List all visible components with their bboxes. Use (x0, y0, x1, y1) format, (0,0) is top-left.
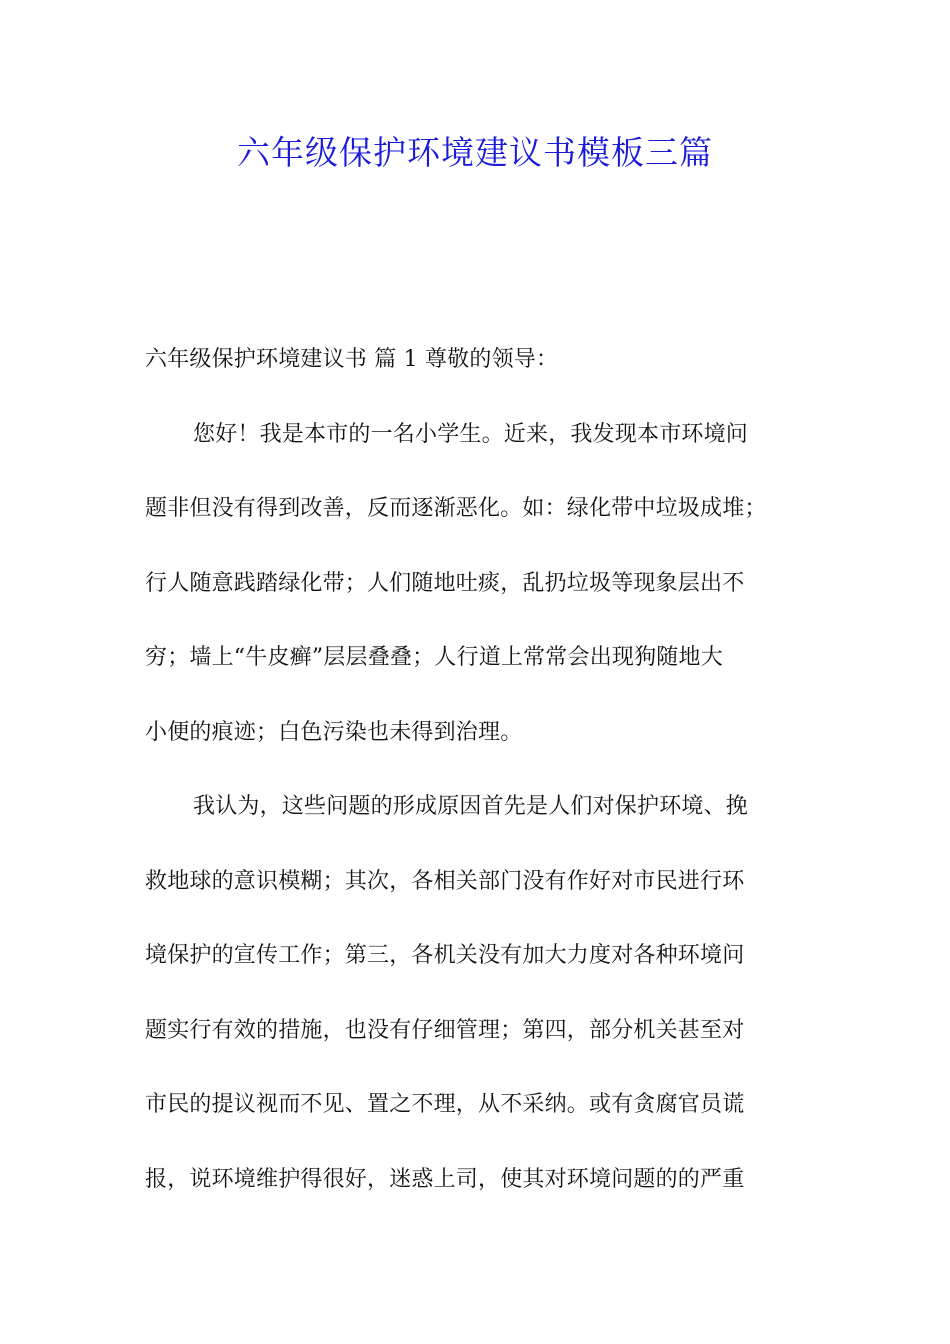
paragraph-line: 境保护的宣传工作；第三，各机关没有加大力度对各种环境问 (145, 943, 745, 968)
paragraph-line: 题实行有效的措施，也没有仔细管理；第四，部分机关甚至对 (145, 1017, 745, 1043)
paragraph-line: 穷；墙上“牛皮癣”层层叠叠；人行道上常常会出现狗随地大 (145, 645, 723, 670)
paragraph-line: 市民的提议视而不见、置之不理，从不采纳。或有贪腐官员谎 (145, 1092, 745, 1117)
paragraph-line: 行人随意践踏绿化带；人们随地吐痰，乱扔垃圾等现象层出不 (145, 570, 745, 596)
heading-line: 六年级保护环境建议书 篇 1 尊敬的领导： (145, 347, 559, 372)
paragraph-line: 救地球的意识模糊；其次，各相关部门没有作好对市民进行环 (145, 868, 745, 894)
document-title: 六年级保护环境建议书模板三篇 (237, 133, 713, 172)
paragraph-line: 报，说环境维护得很好，迷惑上司，使其对环境问题的的严重 (145, 1166, 745, 1192)
paragraph-line: 题非但没有得到改善，反而逐渐恶化。如：绿化带中垃圾成堆； (145, 496, 767, 521)
paragraph-line: 小便的痕迹；白色污染也未得到治理。 (145, 719, 523, 745)
document-body (145, 337, 835, 1231)
paragraph-line: 我认为，这些问题的形成原因首先是人们对保护环境、挽 (193, 794, 749, 819)
paragraph-line: 您好！我是本市的一名小学生。近来，我发现本市环境问 (193, 421, 749, 447)
